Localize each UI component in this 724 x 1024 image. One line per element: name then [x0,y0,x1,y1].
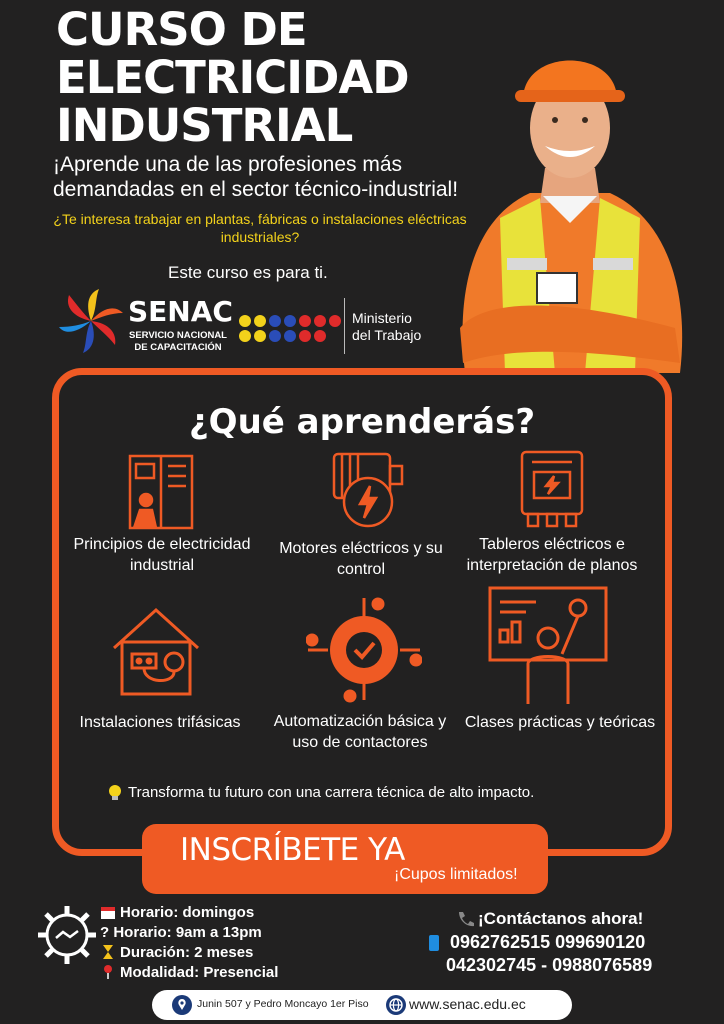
gear-check-icon [306,596,422,704]
title-line-2: ELECTRICIDAD [56,51,409,104]
teacher-board-icon [486,584,610,706]
topic-label-3: Tableros eléctricos e interpretación de planos [466,536,638,574]
contact-title: ¡Contáctanos ahora! [478,909,644,928]
senac-subtitle: SERVICIO NACIONAL DE CAPACITACIÓN [128,330,227,353]
website-link[interactable]: www.senac.edu.ec [409,996,526,1012]
info-duration [100,942,253,962]
ministry-dots-icon [238,314,342,344]
phone-icon [456,910,476,928]
title-line-1: CURSO DE [56,3,307,56]
title-line-3: INDUSTRIAL [56,99,353,152]
electrician-panel-icon [120,452,198,532]
location-icon [172,995,192,1015]
topic-label-4: Instalaciones trifásicas [79,714,241,731]
topic-label-2: Motores eléctricos y su control [279,540,443,578]
phone-numbers-1[interactable]: 0962762515 099690120 [450,932,646,952]
info-modality [100,962,278,982]
info-modality-text: Modalidad: Presencial [120,963,279,981]
address-text: Junin 507 y Pedro Moncayo 1er Piso [197,998,369,1010]
info-duration-text: Duración: 2 meses [120,943,254,961]
worker-illustration [445,28,695,373]
calendar-icon [100,904,116,920]
signup-label: INSCRÍBETE YA [180,832,405,868]
topic-label-6: Clases prácticas y teóricas [464,714,656,731]
mobile-icon [428,934,440,952]
lightbulb-icon [107,784,123,802]
gear-handshake-icon [36,904,98,966]
topic-label-5: Automatización básica y uso de contactores [273,713,447,751]
for-you-text: Este curso es para ti. [168,263,328,282]
pin-icon [100,964,116,980]
ministerio-label: Ministerio del Trabajo [352,310,422,343]
limited-spots-label: ¡Cupos limitados! [394,866,518,883]
globe-icon [386,995,406,1015]
phone-numbers-2[interactable]: 042302745 - 0988076589 [446,955,653,975]
footnote-text: Transforma tu futuro con una carrera técnica de alto impacto. [128,784,535,801]
info-schedule-day [100,902,254,922]
senac-logo-icon [56,284,126,354]
subtitle: ¡Aprende una de las profesiones más demandadas en el sector técnico-industrial! [53,153,459,201]
info-schedule-day-text: Horario: domingos [120,903,255,921]
info-schedule-hours [100,922,262,942]
question-text: ¿Te interesa trabajar en plantas, fábricas o instalaciones eléctricas industriales? [53,211,467,245]
senac-name: SENAC [128,295,233,328]
hourglass-icon [100,944,116,960]
learn-title: ¿Qué aprenderás? [188,402,536,442]
page-title [56,3,456,152]
logo-divider [344,298,345,354]
house-plug-icon [108,604,204,700]
topic-label-1: Principios de electricidad industrial [73,536,251,574]
electrical-board-icon [518,448,586,534]
motor-icon [330,450,406,532]
info-schedule-hours-text: ? Horario: 9am a 13pm [100,923,262,941]
